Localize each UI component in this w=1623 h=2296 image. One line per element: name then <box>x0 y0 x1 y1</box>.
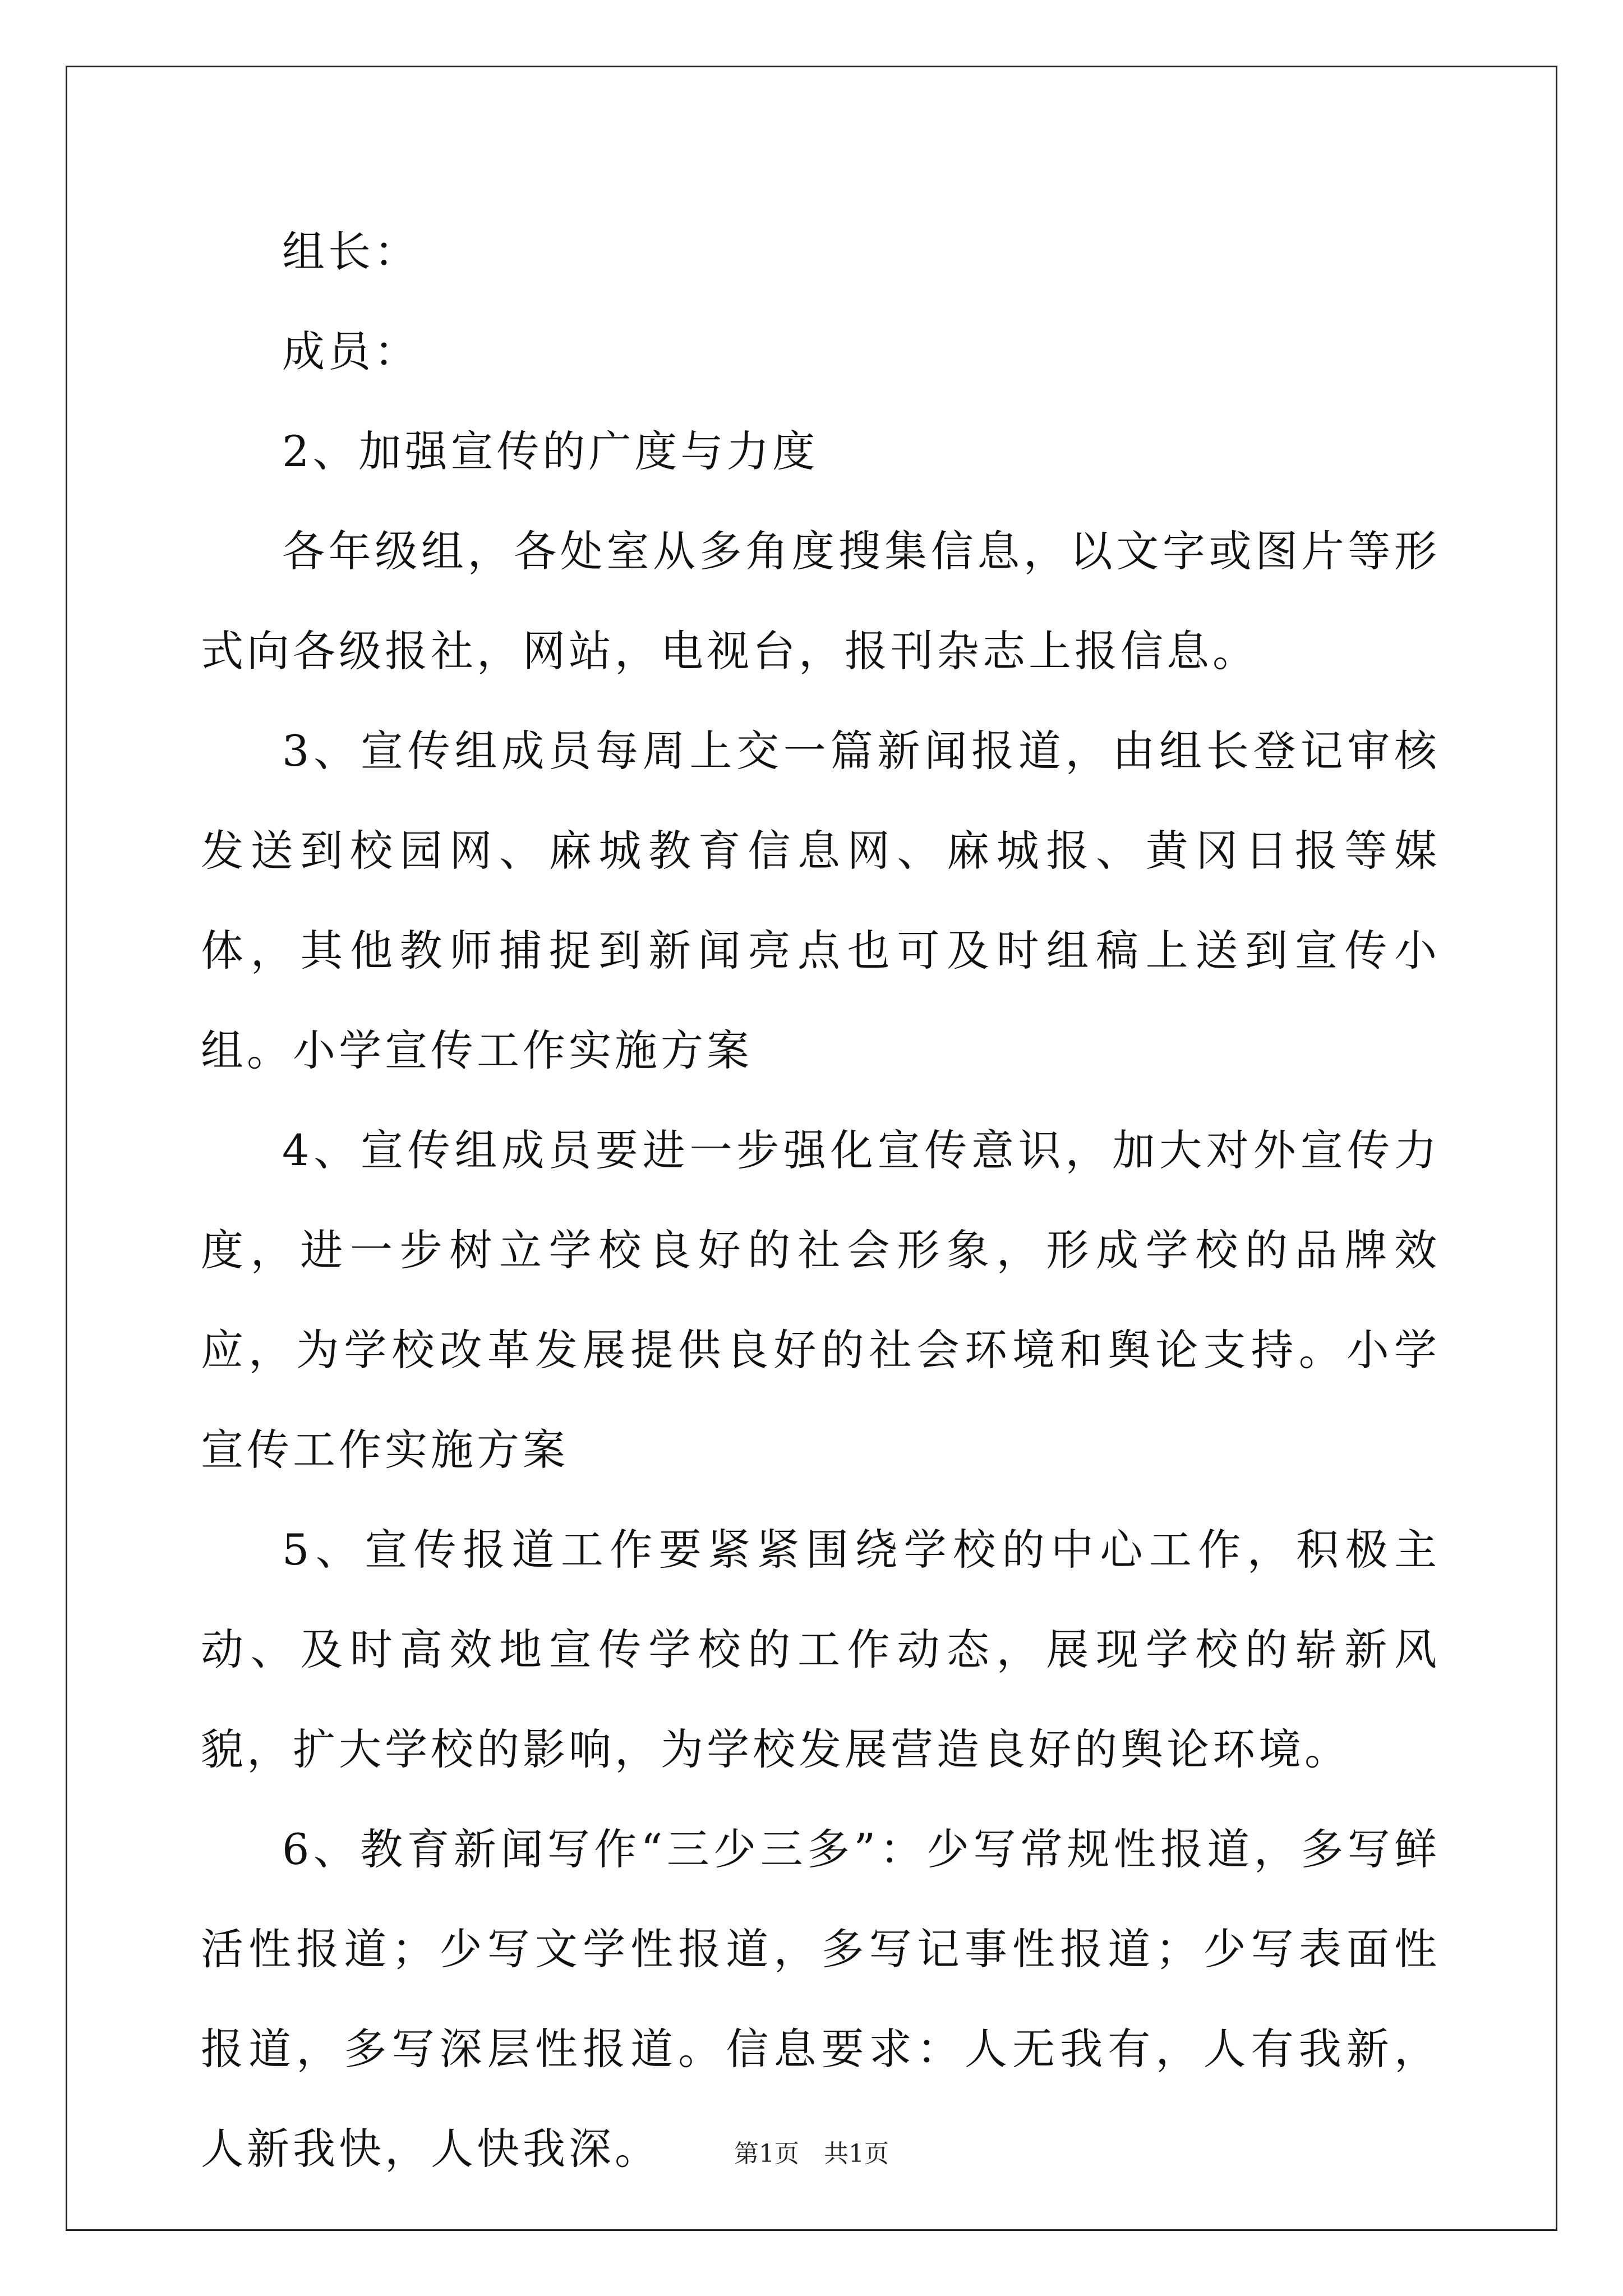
paragraph-leader: 组长： <box>282 227 420 277</box>
paragraph-item-6: 6、教育新闻写作“三少三多”：少写常规性报道，多写鲜活性报道；少写文学性报道，多写记事性报道；少写表面性报道，多写深层性报道。信息要求：人无我有，人有我新，人新我快，人快我深。 <box>201 1824 1440 2174</box>
paragraph-item-2-detail: 各年级组，各处室从多角度搜集信息，以文字或图片等形式向各级报社，网站，电视台，报刊杂志上报信息。 <box>201 526 1440 676</box>
paragraph-members: 成员： <box>282 326 420 376</box>
paragraph-item-2: 2、加强宣传的广度与力度 <box>282 426 819 476</box>
paragraph-item-3: 3、宣传组成员每周上交一篇新闻报道，由组长登记审核发送到校园网、麻城教育信息网、麻城报、黄冈日报等媒体，其他教师捕捉到新闻亮点也可及时组稿上送到宣传小组。小学宣传工作实施方案 <box>201 726 1440 1075</box>
paragraph-item-4: 4、宣传组成员要进一步强化宣传意识，加大对外宣传力度，进一步树立学校良好的社会形象，形成学校的品牌效应，为学校改革发展提供良好的社会环境和舆论支持。小学宣传工作实施方案 <box>201 1125 1440 1475</box>
paragraph-item-5: 5、宣传报道工作要紧紧围绕学校的中心工作，积极主动、及时高效地宣传学校的工作动态，展现学校的崭新风貌，扩大学校的影响，为学校发展营造良好的舆论环境。 <box>201 1525 1440 1774</box>
page-footer: 第1页 共1页 <box>734 2139 889 2168</box>
document-body <box>201 202 1440 2199</box>
